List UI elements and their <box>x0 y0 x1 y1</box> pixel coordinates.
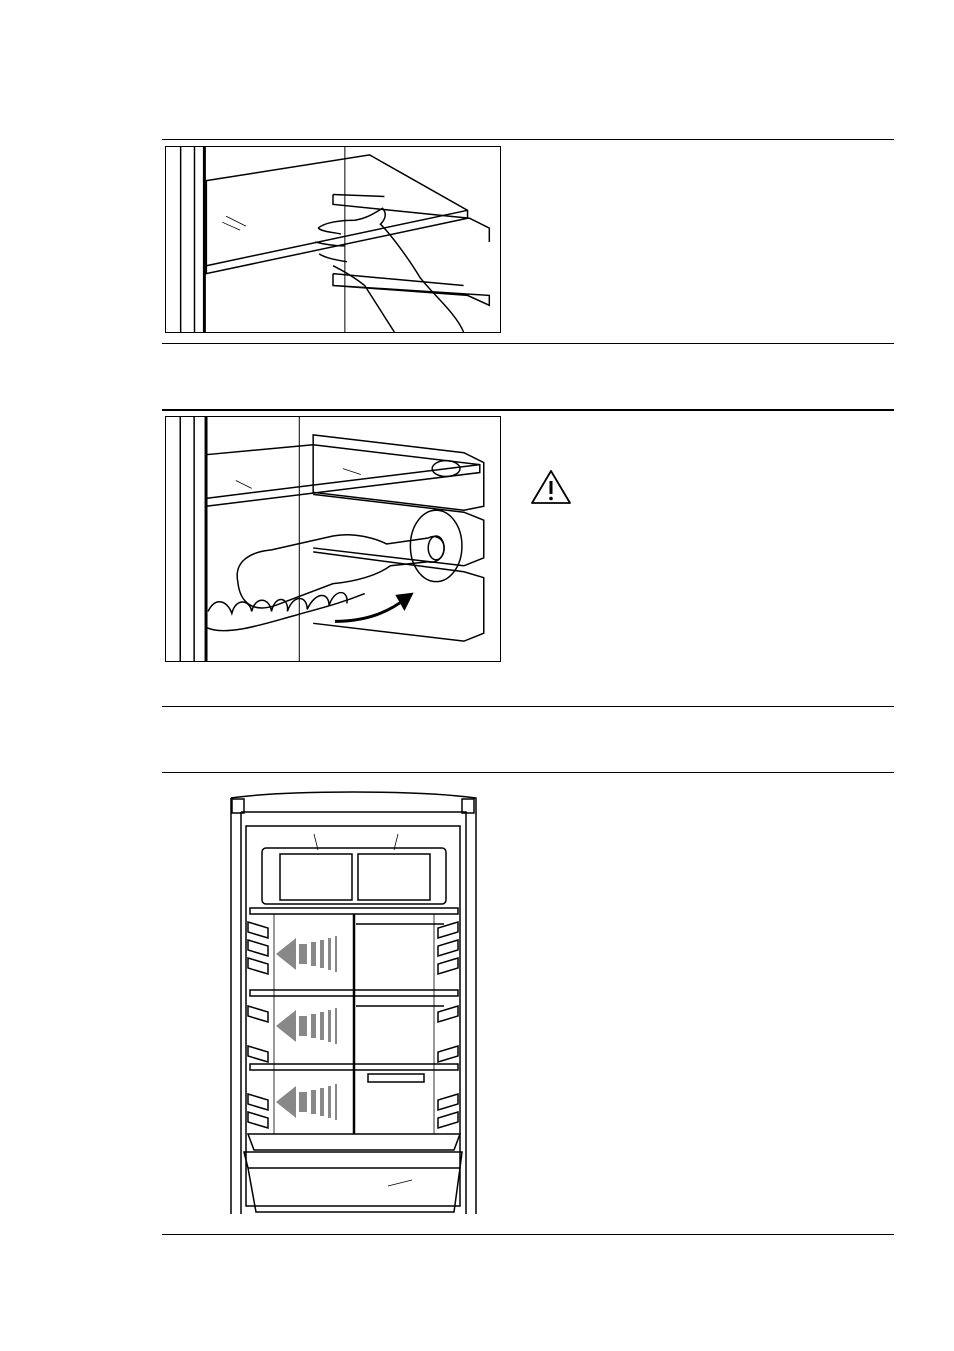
section-3-top-rule <box>162 772 894 773</box>
section-3-bottom-rule <box>162 1234 894 1235</box>
warning-triangle-icon <box>529 468 573 506</box>
section-2-top-rule <box>162 409 894 411</box>
shelf-removal-illustration <box>165 146 501 333</box>
section-2-bottom-rule <box>162 706 894 707</box>
fridge-air-circulation-illustration <box>228 790 480 1214</box>
section-1-bottom-rule <box>162 343 894 344</box>
section-1-top-rule <box>162 139 894 140</box>
bottle-rack-illustration <box>165 416 501 662</box>
